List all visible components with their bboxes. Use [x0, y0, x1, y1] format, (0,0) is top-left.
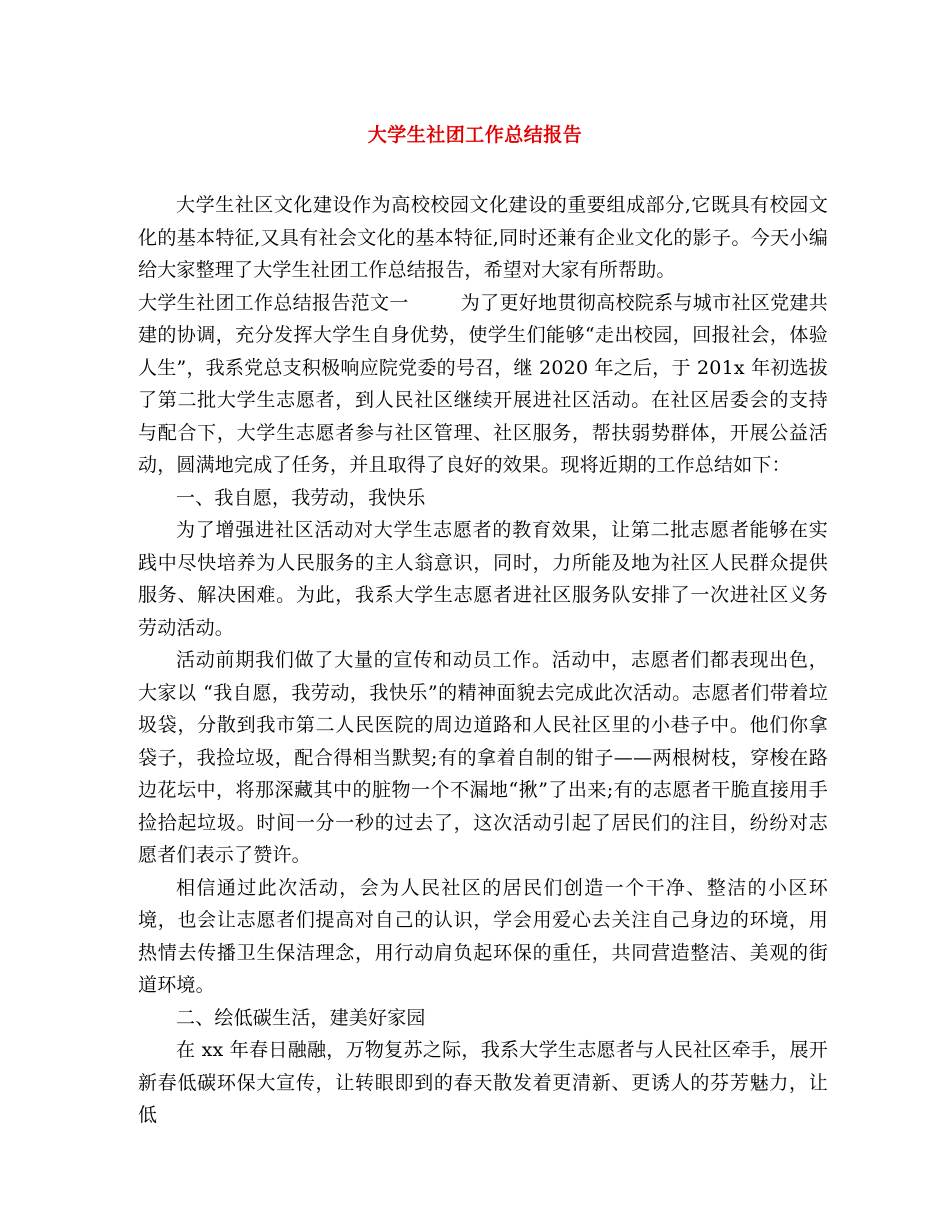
paragraph-section-1-c: 相信通过此次活动，会为人民社区的居民们创造一个干净、整洁的小区环境，也会让志愿者们提高对自己的认识，学会用爱心去关注自己身边的环境，用热情去传播卫生保洁理念，用行动肩负起环保的重任，共同营造整洁、美观的街道环境。 — [138, 876, 828, 996]
paragraph-sample-one — [138, 287, 828, 482]
paragraph-section-1-b: 活动前期我们做了大量的宣传和动员工作。活动中，志愿者们都表现出色，大家以 “我自愿，我劳动，我快乐”的精神面貌去完成此次活动。志愿者们带着垃圾袋，分散到我市第二人民医院的周边道路和人民社区里的小巷子中。他们你拿袋子，我捡垃圾，配合得相当默契;有的拿着自制的钳子——两根树枝，穿梭在路边花坛中，将那深藏其中的脏物一个不漏地“揪”了出来;有的志愿者干脆直接用手捡拾起垃圾。时间一分一秒的过去了，这次活动引起了居民们的注目，纷纷对志愿者们表示了赞许。 — [138, 649, 828, 866]
paragraph-section-2-a: 在 xx 年春日融融，万物复苏之际，我系大学生志愿者与人民社区牵手，展开新春低碳环保大宣传，让转眼即到的春天散发着更清新、更诱人的芬芳魅力，让低 — [138, 1039, 828, 1126]
paragraph-intro: 大学生社区文化建设作为高校校园文化建设的重要组成部分,它既具有校园文化的基本特征,又具有社会文化的基本特征,同时还兼有企业文化的影子。今天小编给大家整理了大学生社团工作总结报告，希望对大家有所帮助。 — [138, 194, 828, 281]
section-heading-1: 一、我自愿，我劳动，我快乐 — [176, 486, 426, 509]
sample-body-text: 为了更好地贯彻高校院系与城市社区党建共建的协调，充分发挥大学生自身优势，使学生们能够“走出校园，回报社会，体验人生”，我系党总支积极响应院党委的号召，继 2020 年之后，于 201x 年初选拔了第二批大学生志愿者，到人民社区继续开展进社区活动。在社区居委会的支持与配合下，大学生志愿者参与社区管理、社区服务，帮扶弱势群体，开展公益活动，圆满地完成了任务，并且取得了良好的效果。现将近期的工作总结如下： — [138, 291, 828, 476]
sample-heading: 大学生社团工作总结报告范文一 — [138, 291, 409, 314]
paragraph-section-1-a: 为了增强进社区活动对大学生志愿者的教育效果，让第二批志愿者能够在实践中尽快培养为人民服务的主人翁意识，同时，力所能及地为社区人民群众提供服务、解决困难。为此，我系大学生志愿者进社区服务队安排了一次进社区义务劳动活动。 — [138, 519, 828, 639]
document-title: 大学生社团工作总结报告 — [367, 124, 583, 146]
section-heading-2: 二、绘低碳生活，建美好家园 — [176, 1006, 426, 1029]
document-body — [138, 189, 828, 1132]
